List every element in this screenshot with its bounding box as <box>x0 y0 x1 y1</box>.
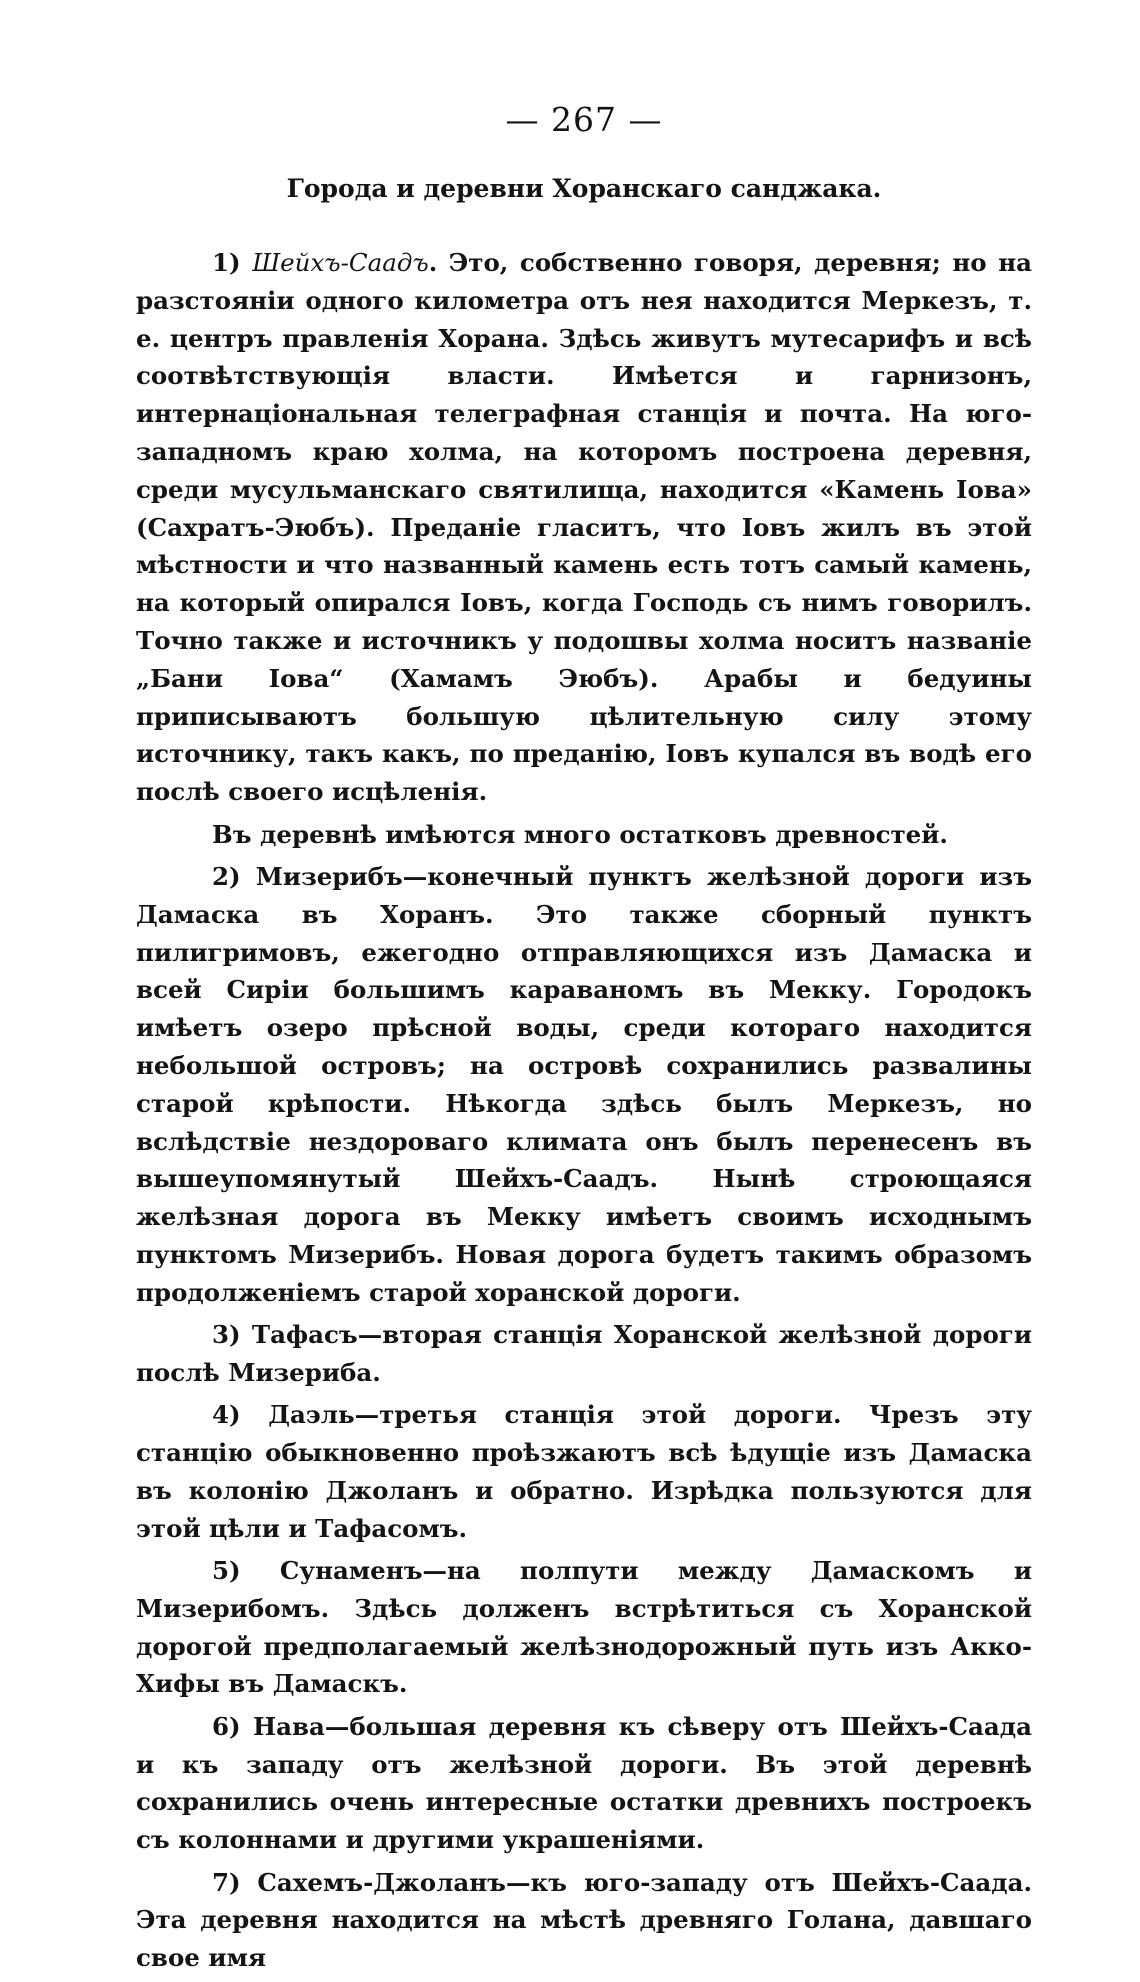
paragraph-dael: 4) Даэль—третья станція этой дороги. Чрезъ эту станцію обыкновенно проѣзжаютъ всѣ ѣдущіе изъ Дамаска въ колонію Джоланъ и обратно. Изрѣдка пользуются для этой цѣли и Тафасомъ. <box>136 1400 1032 1543</box>
paragraph-mizerib: 2) Мизерибъ—конечный пунктъ желѣзной дороги изъ Дамаска въ Хоранъ. Это также сборный пунктъ пилигримовъ, ежегодно отправляющихся изъ Дамаска и всей Сиріи большимъ караваномъ въ Мекку. Городокъ имѣетъ озеро прѣсной воды, среди котораго находится небольшой островъ; на островѣ сохранились развалины старой крѣпости. Нѣкогда здѣсь былъ Меркезъ, но вслѣдствіе нездороваго климата онъ былъ перенесенъ въ вышеупомянутый Шейхъ-Саадъ. Нынѣ строющаяся желѣзная дорога въ Мекку имѣетъ своимъ исходнымъ пунктомъ Мизерибъ. Новая дорога будетъ такимъ образомъ продолженіемъ старой хоранской дороги. <box>136 861 1032 1307</box>
item-number: 1) <box>212 248 241 277</box>
paragraph-sunamen: 5) Сунаменъ—на полпути между Дамаскомъ и Мизерибомъ. Здѣсь долженъ встрѣтиться съ Хоранской дорогой предполагаемый желѣзнодорожный путь изъ Акко-Хифы въ Дамаскъ. <box>136 1556 1032 1699</box>
section-title: Города и деревни Хоранскаго санджака. <box>286 174 882 203</box>
paragraph-text: . Это, собственно говоря, деревня; но на разстояніи одного километра отъ нея находится Меркезъ, т. е. центръ правленія Хорана. Здѣсь живутъ мутесарифъ и всѣ соотвѣтствующія власти. Имѣется и гарнизонъ, интернаціональная телеграфная станція и почта. На юго-западномъ краю холма, на которомъ построена деревня, среди мусульманскаго святилища, находится «Камень Іова» (Сахратъ-Эюбъ). Преданіе гласитъ, что Іовъ жилъ въ этой мѣстности и что названный камень есть тотъ самый камень, на который опирался Іовъ, когда Господь съ нимъ говорилъ. Точно также и источникъ у подошвы холма носитъ названіе „Бани Іова“ (Хамамъ Эюбъ). Арабы и бедуины приписываютъ большую цѣлительную силу этому источнику, такъ какъ, по преданію, Іовъ купался въ водѣ его послѣ своего исцѣленія. <box>136 248 1033 807</box>
paragraph-antiquities: Въ деревнѣ имѣются много остатковъ древностей. <box>212 819 948 849</box>
place-name-italic: Шейхъ-Саадъ <box>252 248 429 277</box>
page-number: — 267 — <box>505 100 663 139</box>
text-body <box>136 244 1032 1982</box>
paragraph-sahem-jolan: 7) Сахемъ-Джоланъ—къ юго-западу отъ Шейхъ-Саада. Эта деревня находится на мѣстѣ древняго Голана, давшаго свое имя <box>136 1867 1032 1973</box>
paragraph-tafas: 3) Тафасъ—вторая станція Хоранской желѣзной дороги послѣ Мизериба. <box>136 1320 1032 1387</box>
book-page <box>136 0 1033 1973</box>
paragraph-sheikh-saad <box>136 244 1032 811</box>
paragraph-nava: 6) Нава—большая деревня къ сѣверу отъ Шейхъ-Саада и къ западу отъ желѣзной дороги. Въ этой деревнѣ сохранились очень интересные остатки древнихъ построекъ съ колоннами и другими украшеніями. <box>136 1711 1032 1855</box>
